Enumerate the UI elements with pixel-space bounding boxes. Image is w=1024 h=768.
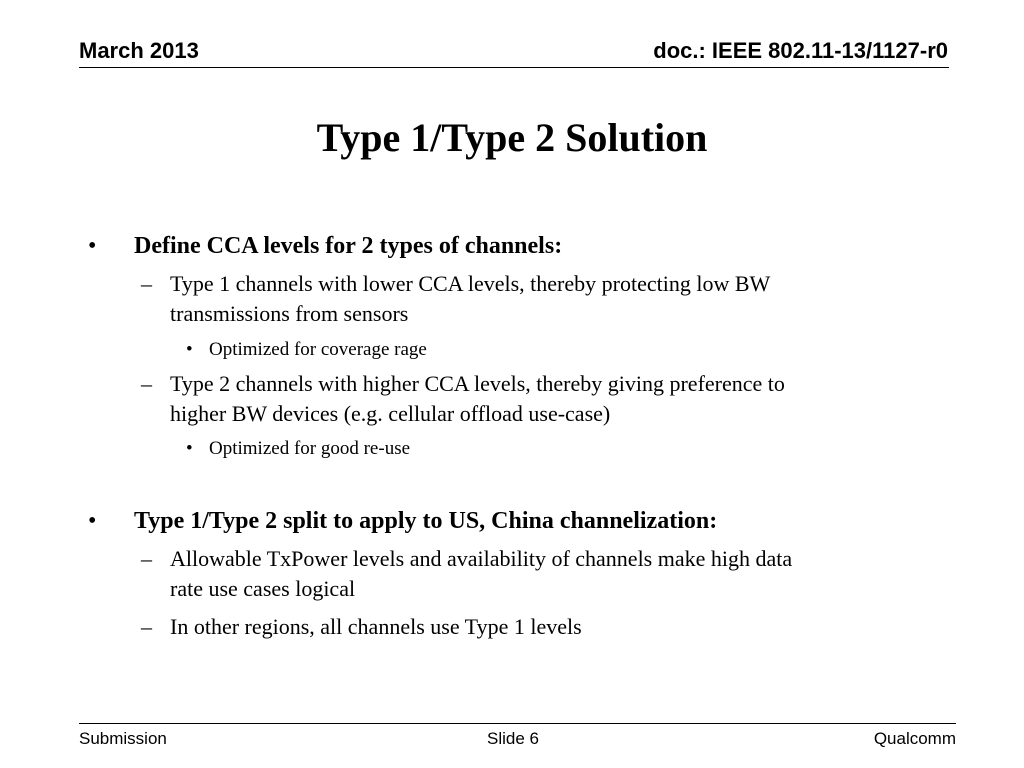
sub-bullet-line: higher BW devices (e.g. cellular offload use-case) — [170, 401, 611, 426]
bullet-marker: • — [88, 233, 97, 259]
bullet-item — [88, 506, 717, 536]
footer-divider — [79, 723, 956, 724]
dash-marker: – — [141, 371, 152, 396]
sub-bullet-line: rate use cases logical — [170, 576, 356, 601]
header-divider — [79, 67, 949, 68]
sub-bullet-line: Type 1 channels with lower CCA levels, thereby protecting low BW — [170, 271, 771, 296]
dash-marker: – — [141, 614, 152, 639]
header-date: March 2013 — [79, 38, 199, 63]
slide-title: Type 1/Type 2 Solution — [316, 115, 708, 160]
sub-bullet-text: In other regions, all channels use Type 1 levels — [170, 614, 582, 639]
footer-slide-number: Slide 6 — [487, 729, 539, 748]
footer-submission: Submission — [79, 729, 167, 748]
bullet-text: Define CCA levels for 2 types of channels: — [134, 233, 563, 259]
dash-marker: – — [141, 546, 152, 571]
sub-bullet-item — [141, 544, 792, 604]
sub-sub-bullet-text: Optimized for good re-use — [209, 438, 411, 459]
bullet-marker: • — [186, 438, 193, 459]
sub-bullet-line: Allowable TxPower levels and availability of channels make high data — [170, 546, 793, 571]
sub-sub-bullet-text: Optimized for coverage rage — [209, 339, 427, 360]
sub-bullet-line: Type 2 channels with higher CCA levels, thereby giving preference to — [170, 371, 785, 396]
bullet-item — [88, 231, 562, 261]
sub-bullet-item — [141, 269, 770, 329]
bullet-text: Type 1/Type 2 split to apply to US, China channelization: — [134, 508, 718, 534]
sub-bullet-text — [170, 544, 792, 604]
sub-bullet-item — [141, 612, 582, 642]
sub-sub-bullet-item — [186, 338, 427, 362]
sub-bullet-item — [141, 369, 785, 429]
sub-sub-bullet-item — [186, 437, 410, 461]
sub-bullet-line: transmissions from sensors — [170, 301, 409, 326]
footer-company: Qualcomm — [873, 729, 956, 748]
header-doc-id: doc.: IEEE 802.11-13/1127-r0 — [653, 38, 948, 63]
sub-bullet-text — [170, 269, 770, 329]
bullet-marker: • — [88, 508, 97, 534]
bullet-marker: • — [186, 339, 193, 360]
sub-bullet-text — [170, 369, 785, 429]
dash-marker: – — [141, 271, 152, 296]
